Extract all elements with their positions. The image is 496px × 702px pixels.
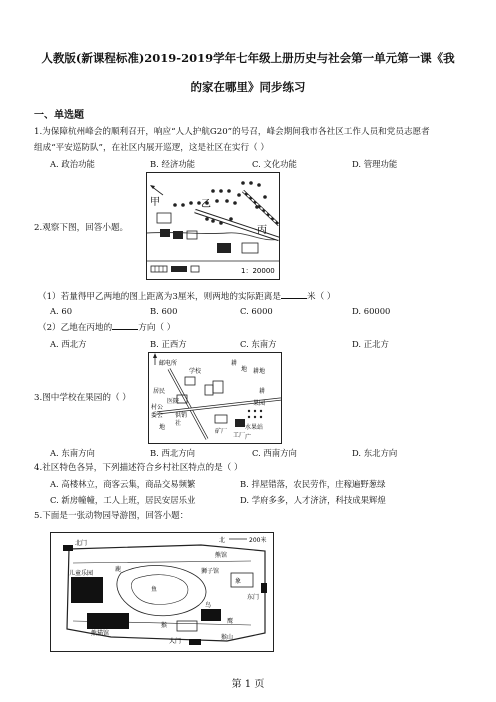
q3-label-farm: 耕 xyxy=(259,388,266,395)
q5-label-bird: 鸟 xyxy=(205,602,212,609)
q5-bird-area xyxy=(201,609,221,621)
q2-sub2-option-c[interactable]: C. 东南方 xyxy=(240,339,277,349)
q5-label-lion-hall: 狮子馆 xyxy=(201,568,220,575)
q2-sub2-option-d[interactable]: D. 正北方 xyxy=(352,339,389,349)
q2-sub2-pre: （2）乙地在丙地的 xyxy=(38,323,113,333)
q2-map-label-jia: 甲 xyxy=(150,197,160,208)
q3-label-farmland-3: 耕地 xyxy=(253,368,266,375)
q3-option-b[interactable]: B. 西北方向 xyxy=(150,448,195,458)
q3-label-mine: 矿厂 xyxy=(215,428,228,435)
q2-sub1-option-a[interactable]: A. 60 xyxy=(50,306,73,316)
q1-option-b[interactable]: B. 经济功能 xyxy=(150,159,195,169)
q5-label-bear-hall: 熊馆 xyxy=(215,552,228,559)
page-footer: 第 1 页 xyxy=(231,679,265,690)
q2-building xyxy=(160,229,170,237)
q3-label-farmland-1: 耕 xyxy=(231,360,238,367)
q5-label-panda-hall: 熊猫馆 xyxy=(91,630,110,637)
q5-children-park-area xyxy=(71,577,103,603)
q5-label-elephant: 象 xyxy=(235,578,242,585)
doc-title-line2: 的家在哪里》同步练习 xyxy=(190,80,306,94)
q3-label-factory: 工厂 xyxy=(233,432,246,439)
q5-east-gate-icon xyxy=(261,583,267,593)
q2-map-scale: 1：20000 xyxy=(241,267,275,275)
q4-option-b[interactable]: B. 拌屋错落，农民劳作，庄稼遍野葱绿 xyxy=(240,479,386,489)
q1-option-d[interactable]: D. 管理功能 xyxy=(352,159,398,169)
q5-label-north-gate: 北门 xyxy=(75,540,88,547)
q3-label-school: 学校 xyxy=(189,368,202,375)
q5-zoo-map-svg xyxy=(51,533,273,651)
q2-map-label-yi: 乙 xyxy=(201,199,211,210)
q3-label-residents: 居民 xyxy=(153,388,166,395)
q3-label-hospital: 医院 xyxy=(167,398,180,405)
q2-sub2-option-a[interactable]: A. 西北方 xyxy=(50,339,87,349)
q3-building xyxy=(235,419,245,427)
q3-map-svg xyxy=(149,353,281,443)
q3-option-c[interactable]: C. 西南方向 xyxy=(252,448,297,458)
q1-stem-line2: 组成“平安巡防队”，在社区内展开巡逻，这是社区在实行（ ） xyxy=(34,143,269,153)
q3-label-orchard: 果园 xyxy=(253,400,266,407)
q5-label-eagle: 鹰 xyxy=(227,618,234,625)
q2-map-figure xyxy=(146,172,280,280)
q1-stem-line1: 1.为保障杭州峰会的顺利召开，响应“人人护航G20”的号召，峰会期间我市各社区工作人员和党员志愿者 xyxy=(34,127,430,137)
q5-stem: 5.下面是一张动物园导游图，回答小题： xyxy=(34,511,189,521)
q5-label-main-gate: 大门 xyxy=(169,638,182,645)
q3-map-figure xyxy=(148,352,282,444)
q2-building xyxy=(173,231,183,239)
q3-label-post-office: 邮电所 xyxy=(159,360,178,367)
q3-label-supply-1: 供销 xyxy=(175,412,188,419)
q5-north-gate-icon xyxy=(63,545,73,551)
q2-sub2 xyxy=(38,321,175,335)
q2-sub1-option-c[interactable]: C. 6000 xyxy=(240,306,273,316)
q3-label-land: 地 xyxy=(159,424,166,431)
q3-label-guang: 广 xyxy=(245,434,252,441)
q5-label-monkey: 猴 xyxy=(161,622,168,629)
q2-stem: 2.观察下图，回答小题。 xyxy=(34,223,129,233)
q2-sub1-option-d[interactable]: D. 60000 xyxy=(352,306,391,316)
q1-option-c[interactable]: C. 文化功能 xyxy=(252,159,297,169)
q3-option-a[interactable]: A. 东南方向 xyxy=(50,448,95,458)
q4-option-c[interactable]: C. 新房幢幢，工人上班，居民安居乐业 xyxy=(50,495,196,505)
q1-option-a[interactable]: A. 政治功能 xyxy=(50,159,95,169)
q3-label-supply-2: 社 xyxy=(175,420,182,427)
q2-sub2-blank[interactable] xyxy=(112,321,138,330)
q2-sub1-post: 米（ ） xyxy=(306,292,336,302)
q5-label-scale: 200米 xyxy=(249,537,267,544)
q2-sub1 xyxy=(38,290,335,304)
q2-building xyxy=(217,243,231,253)
q3-label-village-2: 委会 xyxy=(151,412,164,419)
q5-label-fish: 鱼 xyxy=(151,586,158,593)
q4-option-d[interactable]: D. 学府多多，人才济济，科技成果辉煌 xyxy=(240,495,386,505)
q5-panda-hall-area xyxy=(87,613,129,629)
q5-label-east-gate: 东门 xyxy=(247,594,260,601)
q2-legend-road-icon xyxy=(171,266,187,272)
q2-map-svg xyxy=(147,173,279,279)
q3-option-d[interactable]: D. 东北方向 xyxy=(352,448,398,458)
q4-option-a[interactable]: A. 高楼林立，商客云集，商品交易频繁 xyxy=(50,479,196,489)
q5-main-gate-icon xyxy=(189,639,201,645)
q5-label-monkey-hill: 猴山 xyxy=(221,634,234,641)
q2-sub2-option-b[interactable]: B. 正西方 xyxy=(150,339,187,349)
q5-zoo-map-figure xyxy=(50,532,274,652)
q5-label-north: 北 xyxy=(219,537,226,544)
q3-label-village-1: 村公 xyxy=(151,404,164,411)
q5-label-deer: 鹿 xyxy=(115,566,122,573)
q2-sub2-post: 方向（ ） xyxy=(138,323,176,333)
q2-sub1-blank[interactable] xyxy=(281,290,307,299)
q2-map-label-bing: 丙 xyxy=(257,225,267,236)
section-heading: 一、单选题 xyxy=(34,110,84,121)
doc-title-line1: 人教版(新课程标准)2019-2019学年七年级上册历史与社会第一单元第一课《我 xyxy=(41,51,455,65)
q4-stem: 4.社区特色各异，下列描述符合乡村社区特点的是（ ） xyxy=(34,463,243,473)
q5-label-children-park: 儿童乐园 xyxy=(69,570,94,577)
q2-sub1-option-b[interactable]: B. 600 xyxy=(150,306,178,316)
q3-stem: 3.图中学校在果园的（ ） xyxy=(34,393,131,403)
q3-label-fruit-station: 水果站 xyxy=(245,424,264,431)
q3-label-farmland-2: 地 xyxy=(241,366,248,373)
q2-sub1-pre: （1）若量得甲乙两地的图上距离为3厘米，则两地的实际距离是 xyxy=(38,292,281,302)
